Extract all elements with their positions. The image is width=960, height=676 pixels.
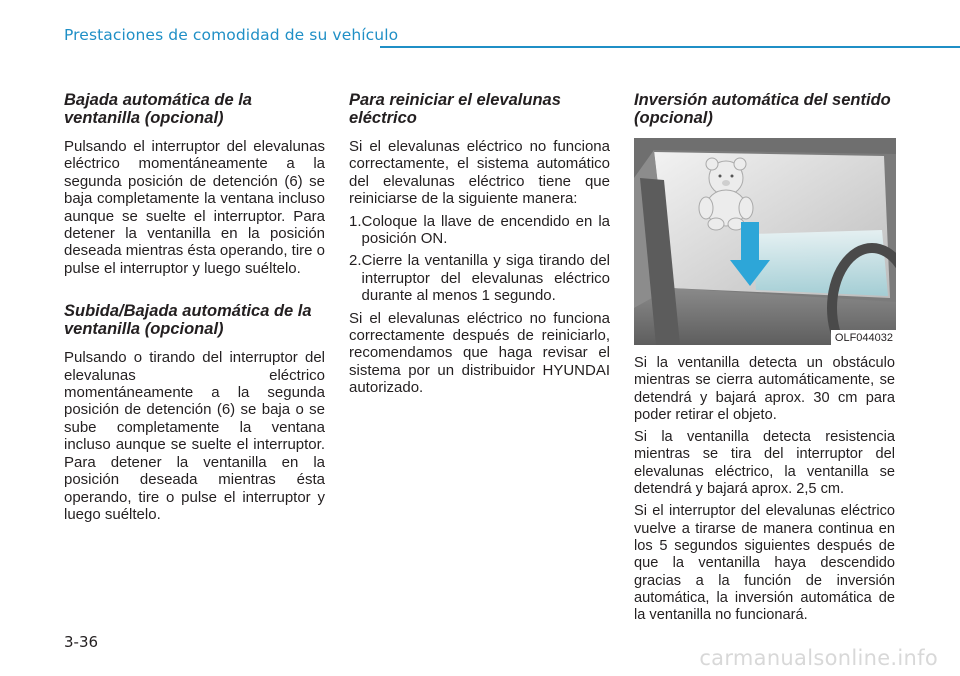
section-header: Prestaciones de comodidad de su vehículo [64,26,399,44]
column-2 [349,91,610,402]
paragraph-auto-down: Pulsando el interruptor del elevalunas eléctrico momentáneamente a la segunda posición de detención (6) se baja completamente la ventana incluso aunque se suelte el interruptor. Para detener la ventanilla en la posición deseada mientras ésta operando, tire o pulse el interruptor y luego suéltelo. [64,138,325,277]
list-item [349,252,610,304]
column-3 [634,91,895,629]
list-item-number: 2. [349,252,362,270]
paragraph-obstacle: Si la ventanilla detecta un obstáculo mientras se cierra automáticamente, se detendrá y bajará aprox. 30 cm para poder retirar el objeto. [634,355,895,423]
heading-auto-up-down: Subida/Bajada automática de la ventanilla (opcional) [64,302,312,339]
heading-auto-down: Bajada automática de la ventanilla (opcional) [64,91,252,127]
paragraph-resistance: Si la ventanilla detecta resistencia mientras se tira del interruptor del elevalunas eléctrico, la ventanilla se detendrá y bajará aprox. 2,5 cm. [634,429,895,498]
watermark: carmanualsonline.info [699,646,938,670]
paragraph-reset-intro: Si el elevalunas eléctrico no funciona correctamente, el sistema automático del elevalunas eléctrico tiene que reiniciarse de la siguiente manera: [349,138,610,208]
column-1 [64,91,325,528]
heading-reset: Para reiniciar el elevalunas eléctrico [349,91,561,127]
list-item [349,213,610,248]
car-window-image [634,138,896,345]
heading-auto-reverse: Inversión automática del sentido (opcional) [634,91,891,127]
list-item-number: 1. [349,212,362,230]
list-item-text: Coloque la llave de encendido en la posición ON. [361,212,610,248]
paragraph-repeat: Si el interruptor del elevalunas eléctrico vuelve a tirarse de manera continua en los 5 segundos siguientes después de que la ventanilla haya descendido gracias a la función de inversión automática, la inversión automática de la ventanilla no funcionará. [634,503,895,624]
page-number: 3-36 [64,633,99,651]
paragraph-reset-outro: Si el elevalunas eléctrico no funciona correctamente después de reiniciarlo, recomendamos que haga revisar el sistema por un distribuidor HYUNDAI autorizado. [349,309,610,397]
header-rule [380,46,960,48]
paragraph-auto-up-down: Pulsando o tirando del interruptor del elevalunas eléctrico momentáneamente a la segunda posición de detención (6) se baja o se sube completamente la ventana incluso aunque se suelte el interruptor. Para detener la ventanilla en la posición deseada mientras ésta operando, tire o pulse el interruptor y luego suéltelo. [64,349,325,523]
window-reverse-illustration [634,138,896,345]
figure-code: OLF044032 [831,330,896,345]
list-item-text: Cierre la ventanilla y siga tirando del interruptor del elevalunas eléctrico durante al menos 1 segundo. [361,252,610,305]
